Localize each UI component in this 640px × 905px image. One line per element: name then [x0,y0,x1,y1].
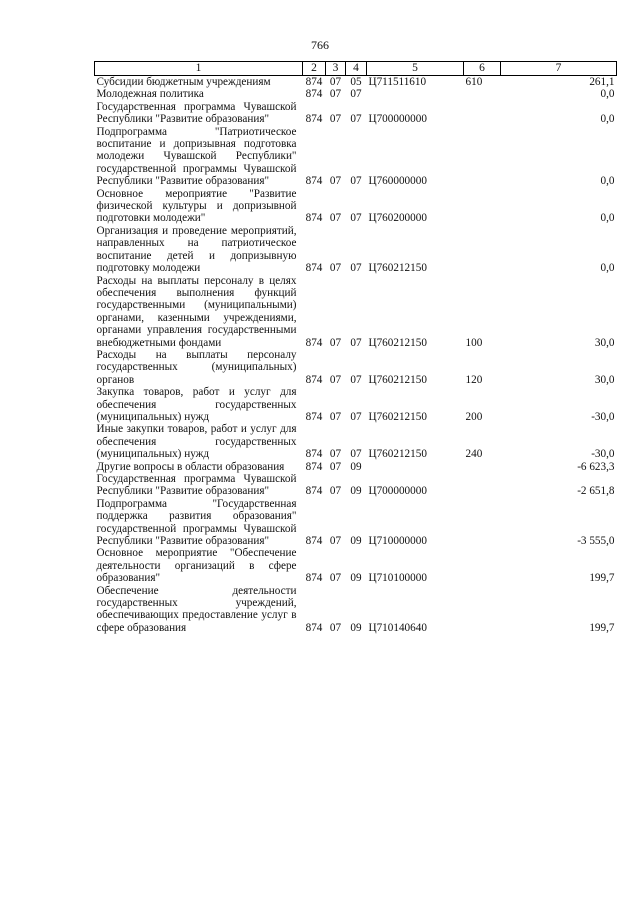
row-gr: 874 [305,572,323,585]
row-amount: -30,0 [591,410,615,423]
row-vr [464,188,501,225]
row-vr: 610 [465,76,483,88]
row-pr: 09 [350,621,362,634]
row-amount: 199,7 [589,621,615,634]
row-csr: Ц760200000 [368,212,427,225]
row-rz: 07 [329,76,342,88]
row-amount: 30,0 [594,373,615,386]
row-rz: 07 [329,460,342,473]
row-csr: Ц760212150 [368,262,427,275]
row-csr: Ц711511610 [368,76,427,88]
row-pr: 05 [350,76,362,88]
row-csr: Ц760212150 [368,410,427,423]
row-rz: 07 [329,410,342,423]
row-name: Субсидии бюджетным учреждениям [96,76,271,88]
row-name: Подпрограмма "Государственная поддержка развития образования" государственной программы Чувашской Республики "Развитие образования" [96,497,297,548]
row-rz: 07 [329,373,342,386]
row-csr: Ц710100000 [368,572,427,585]
row-pr: 07 [350,113,362,126]
row-vr [464,473,501,498]
row-vr: 200 [465,410,483,423]
row-csr: Ц760212150 [368,373,427,386]
table-row [95,386,617,423]
row-amount: 0,0 [600,88,615,101]
row-pr: 07 [350,175,362,188]
row-rz: 07 [329,621,342,634]
table-row [95,188,617,225]
row-name: Основное мероприятие "Развитие физической культуры и допризывной подготовки молодежи" [96,187,297,225]
row-amount: -30,0 [591,448,615,461]
row-gr: 874 [305,485,323,498]
row-amount: 0,0 [600,212,615,225]
row-vr: 100 [465,336,483,349]
row-csr: Ц760212150 [368,448,427,461]
row-pr: 07 [350,88,362,101]
row-pr: 09 [350,485,362,498]
row-name: Основное мероприятие "Обеспечение деятельности организаций в сфере образования" [96,547,297,585]
table-row [95,88,617,100]
row-pr: 07 [350,212,362,225]
row-pr: 07 [350,336,362,349]
row-vr [464,101,501,126]
header-col-2: 2 [303,62,326,76]
table-row [95,126,617,188]
row-amount: 261,1 [589,76,615,88]
row-gr: 874 [305,212,323,225]
budget-table [94,61,617,634]
row-amount: 0,0 [600,262,615,275]
row-gr: 874 [305,460,323,473]
row-amount: 0,0 [600,175,615,188]
table-row [95,275,617,349]
row-gr: 874 [305,535,323,548]
row-name: Иные закупки товаров, работ и услуг для обеспечения государственных (муниципальных) нужд [96,423,297,461]
row-rz: 07 [329,448,342,461]
row-vr [464,225,501,275]
header-col-6: 6 [464,62,501,76]
row-vr [464,88,501,100]
row-csr: Ц700000000 [368,113,427,126]
header-col-5: 5 [367,62,464,76]
table-row [95,349,617,386]
row-gr: 874 [305,448,323,461]
row-gr: 874 [305,113,323,126]
table-body [95,76,617,635]
row-rz: 07 [329,262,342,275]
row-name: Закупка товаров, работ и услуг для обеспечения государственных (муниципальных) нужд [96,386,297,423]
row-rz: 07 [329,485,342,498]
row-name: Расходы на выплаты персоналу государственных (муниципальных) органов [96,348,297,386]
table-row [95,225,617,275]
row-gr: 874 [305,76,323,88]
row-amount: -3 555,0 [577,535,615,548]
header-col-4: 4 [346,62,367,76]
row-csr [367,461,464,473]
header-col-7: 7 [501,62,617,76]
row-vr [464,498,501,548]
row-csr: Ц760212150 [368,336,427,349]
row-vr: 120 [465,373,483,386]
row-csr: Ц760000000 [368,175,427,188]
row-name: Обеспечение деятельности государственных учреждений, обеспечивающих предоставление услуг в сфере образования [96,584,297,634]
row-gr: 874 [305,336,323,349]
row-rz: 07 [329,88,342,101]
row-name: Другие вопросы в области образования [96,460,285,473]
row-rz: 07 [329,212,342,225]
row-rz: 07 [329,175,342,188]
row-amount: 30,0 [594,336,615,349]
row-vr: 240 [465,448,483,461]
table-row [95,498,617,548]
row-gr: 874 [305,373,323,386]
header-col-1: 1 [95,62,303,76]
row-name: Расходы на выплаты персоналу в целях обеспечения выполнения функций государственными (муниципальными) органами, казенными учреждениями, органами управления государственными внебюджетными фондами [96,274,297,349]
row-pr: 07 [350,410,362,423]
row-vr [464,585,501,635]
row-gr: 874 [305,410,323,423]
row-vr [464,461,501,473]
row-pr: 09 [350,572,362,585]
row-pr: 07 [350,373,362,386]
row-pr: 07 [350,262,362,275]
table-row [95,473,617,498]
row-csr: Ц700000000 [368,485,427,498]
row-name: Организация и проведение мероприятий, направленных на патриотическое воспитание детей и допризывную подготовку молодежи [96,224,297,275]
row-name: Государственная программа Чувашской Республики "Развитие образования" [96,473,297,498]
row-gr: 874 [305,621,323,634]
row-pr: 07 [350,448,362,461]
row-amount: 0,0 [600,113,615,126]
row-rz: 07 [329,535,342,548]
row-gr: 874 [305,175,323,188]
row-name: Подпрограмма "Патриотическое воспитание и допризывная подготовка молодежи Чувашской Республики" государственной программы Чувашской Республики "Развитие образования" [96,125,297,188]
table-row [95,585,617,635]
row-amount: 199,7 [589,572,615,585]
table-row [95,101,617,126]
row-rz: 07 [329,336,342,349]
table-header [95,62,617,76]
row-csr: Ц710000000 [368,535,427,548]
table-row [95,76,617,89]
page-number: 766 [311,38,329,52]
row-gr: 874 [305,262,323,275]
row-csr: Ц710140640 [368,621,427,634]
row-amount: -6 623,3 [577,460,615,473]
table-row [95,423,617,460]
row-amount: -2 651,8 [577,485,615,498]
header-col-3: 3 [326,62,346,76]
table-row [95,547,617,584]
row-rz: 07 [329,572,342,585]
row-csr [367,88,464,100]
table-row [95,461,617,473]
row-name: Молодежная политика [96,88,204,101]
row-name: Государственная программа Чувашской Республики "Развитие образования" [96,100,297,126]
row-vr [464,126,501,188]
row-pr: 09 [350,535,362,548]
row-gr: 874 [305,88,323,101]
row-pr: 09 [350,460,362,473]
header-row [95,62,617,76]
row-vr [464,547,501,584]
row-rz: 07 [329,113,342,126]
